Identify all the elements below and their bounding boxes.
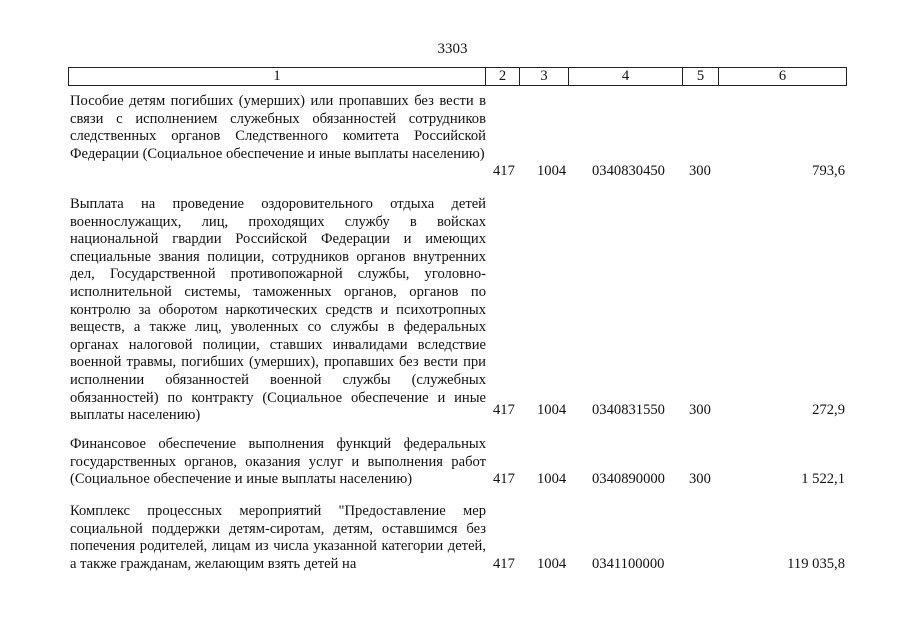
- row-target-article: 0340831550: [592, 402, 665, 418]
- row-description: Пособие детям погибших (умерших) или пропавших без вести в связи с исполнением служебных обязанностей сотрудников следственных органов Следственного комитета Российской Федерации (Социальное обеспечение и иные выплаты населению): [70, 93, 486, 162]
- row-expense-type: 300: [689, 471, 711, 487]
- row-target-article: 0341100000: [592, 556, 665, 572]
- row-section-code: 1004: [537, 402, 567, 418]
- column-header-target-article: 4: [569, 68, 683, 86]
- row-amount: 119 035,8: [787, 556, 845, 572]
- row-description: Выплата на проведение оздоровительного отдыха детей военнослужащих, лиц, проходящих службу в войсках национальной гвардии Российской Федерации и имеющих специальные звания полиции, сотрудников органов внутренних дел, Государственной противопожарной службы, уголовно-исполнительной системы, таможенных органов, органов по контролю за оборотом наркотических средств и психотропных веществ, а также лиц, уволенных со службы в федеральных органах налоговой полиции, ставших инвалидами вследствие военной травмы, погибших (умерших), пропавших без вести при исполнении обязанностей военной службы (служебных обязанностей) по контракту (Социальное обеспечение и иные выплаты населению): [70, 196, 486, 424]
- column-header-amount: 6: [719, 68, 847, 86]
- row-admin-code: 417: [493, 556, 515, 572]
- row-amount: 272,9: [812, 402, 845, 418]
- row-section-code: 1004: [537, 471, 567, 487]
- column-header-admin: 2: [486, 68, 520, 86]
- row-admin-code: 417: [493, 402, 515, 418]
- row-description: Финансовое обеспечение выполнения функций федеральных государственных органов, оказания услуг и выполнения работ (Социальное обеспечение и иные выплаты населению): [70, 436, 486, 488]
- row-admin-code: 417: [493, 163, 515, 179]
- column-header-expense-type: 5: [683, 68, 719, 86]
- row-section-code: 1004: [537, 163, 567, 179]
- row-amount: 793,6: [812, 163, 845, 179]
- column-header-table: [68, 67, 847, 86]
- column-header-section: 3: [520, 68, 569, 86]
- row-target-article: 0340890000: [592, 471, 665, 487]
- page-number: 3303: [437, 41, 468, 57]
- row-admin-code: 417: [493, 471, 515, 487]
- row-expense-type: 300: [689, 402, 711, 418]
- row-target-article: 0340830450: [592, 163, 665, 179]
- column-header-name: 1: [69, 68, 486, 86]
- row-description: Комплекс процессных мероприятий "Предоставление мер социальной поддержки детям-сиротам, детям, оставшимся без попечения родителей, лицам из числа указанной категории детей, а также гражданам, желающим взять детей на: [70, 503, 486, 572]
- row-section-code: 1004: [537, 556, 567, 572]
- row-expense-type: 300: [689, 163, 711, 179]
- column-header-row: [69, 68, 847, 86]
- row-amount: 1 522,1: [801, 471, 845, 487]
